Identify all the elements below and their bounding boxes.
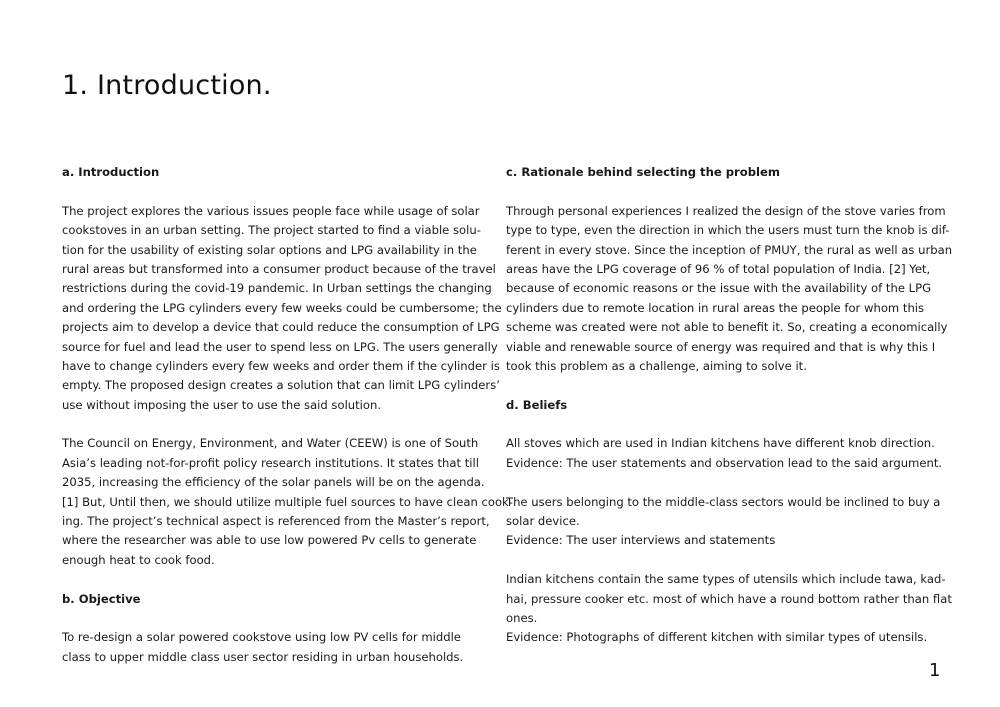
text-line: took this problem as a challenge, aiming to solve it. xyxy=(506,358,807,373)
section-introduction xyxy=(62,163,513,570)
right-column xyxy=(506,163,953,648)
text-line: empty. The proposed design creates a solution that can limit LPG cylinders’ xyxy=(62,378,500,393)
text-line: ones. xyxy=(506,610,538,625)
text-line: source for fuel and lead the user to spend less on LPG. The users generally xyxy=(62,339,498,354)
paragraph xyxy=(62,628,502,667)
text-line: where the researcher was able to use low powered Pv cells to generate xyxy=(62,533,477,548)
text-line: The Council on Energy, Environment, and Water (CEEW) is one of South xyxy=(62,436,479,451)
text-line: rural areas but transformed into a consumer product because of the travel xyxy=(62,261,496,276)
text-line: All stoves which are used in Indian kitchens have different knob direction. xyxy=(506,436,935,451)
text-line: hai, pressure cooker etc. most of which have a round bottom rather than flat xyxy=(506,591,952,606)
section-rationale xyxy=(506,163,953,376)
text-line: cookstoves in an urban setting. The project started to find a viable solu- xyxy=(62,223,481,238)
belief-item xyxy=(506,493,946,551)
text-line: Asia’s leading not-for-profit policy research institutions. It states that till xyxy=(62,455,479,470)
section-objective xyxy=(62,590,502,668)
text-line: enough heat to cook food. xyxy=(62,552,215,567)
left-column xyxy=(62,163,513,667)
evidence-line: Evidence: The user statements and observation lead to the said argument. xyxy=(506,455,943,470)
text-line: To re-design a solar powered cookstove using low PV cells for middle xyxy=(62,630,461,645)
text-line: cylinders due to remote location in rural areas the people for whom this xyxy=(506,300,925,315)
text-line: [1] But, Until then, we should utilize multiple fuel sources to have clean cook- xyxy=(62,494,513,509)
text-line: type to type, even the direction in which the users must turn the knob is dif- xyxy=(506,223,950,238)
text-line: because of economic reasons or the issue with the availability of the LPG xyxy=(506,281,932,296)
text-line: ferent in every stove. Since the inception of PMUY, the rural as well as urban xyxy=(506,242,953,257)
page-title: 1. Introduction. xyxy=(62,70,272,101)
text-line: class to upper middle class user sector residing in urban households. xyxy=(62,649,464,664)
text-line: and ordering the LPG cylinders every few weeks could be cumbersome; the xyxy=(62,300,502,315)
text-line: Through personal experiences I realized the design of the stove varies from xyxy=(506,203,946,218)
belief-item xyxy=(506,570,952,648)
section-heading: d. Beliefs xyxy=(506,397,568,412)
section-heading: b. Objective xyxy=(62,591,141,606)
text-line: have to change cylinders every few weeks and order them if the cylinder is xyxy=(62,358,500,373)
evidence-line: Evidence: Photographs of different kitchen with similar types of utensils. xyxy=(506,630,928,645)
paragraph xyxy=(62,434,513,570)
text-line: ing. The project’s technical aspect is referenced from the Master’s report, xyxy=(62,514,490,529)
text-line: The project explores the various issues people face while usage of solar xyxy=(62,203,480,218)
text-line: viable and renewable source of energy was required and that is why this I xyxy=(506,339,936,354)
text-line: projects aim to develop a device that could reduce the consumption of LPG xyxy=(62,320,500,335)
text-line: tion for the usability of existing solar options and LPG availability in the xyxy=(62,242,477,257)
text-line: 2035, increasing the efficiency of the solar panels will be on the agenda. xyxy=(62,475,485,490)
text-line: The users belonging to the middle-class sectors would be inclined to buy a xyxy=(506,494,941,509)
section-beliefs xyxy=(506,396,952,648)
belief-item xyxy=(506,434,946,473)
text-line: use without imposing the user to use the said solution. xyxy=(62,397,382,412)
paragraph xyxy=(62,202,502,415)
section-heading: a. Introduction xyxy=(62,165,160,179)
paragraph xyxy=(506,202,953,377)
text-line: Indian kitchens contain the same types of utensils which include tawa, kad- xyxy=(506,572,946,587)
text-line: areas have the LPG coverage of 96 % of total population of India. [2] Yet, xyxy=(506,261,931,276)
section-heading: c. Rationale behind selecting the problem xyxy=(506,165,780,179)
text-line: restrictions during the covid-19 pandemic. In Urban settings the changing xyxy=(62,281,492,296)
evidence-line: Evidence: The user interviews and statements xyxy=(506,533,776,548)
page-number: 1 xyxy=(929,660,941,681)
text-line: solar device. xyxy=(506,514,580,529)
text-line: scheme was created were not able to benefit it. So, creating a economically xyxy=(506,320,948,335)
